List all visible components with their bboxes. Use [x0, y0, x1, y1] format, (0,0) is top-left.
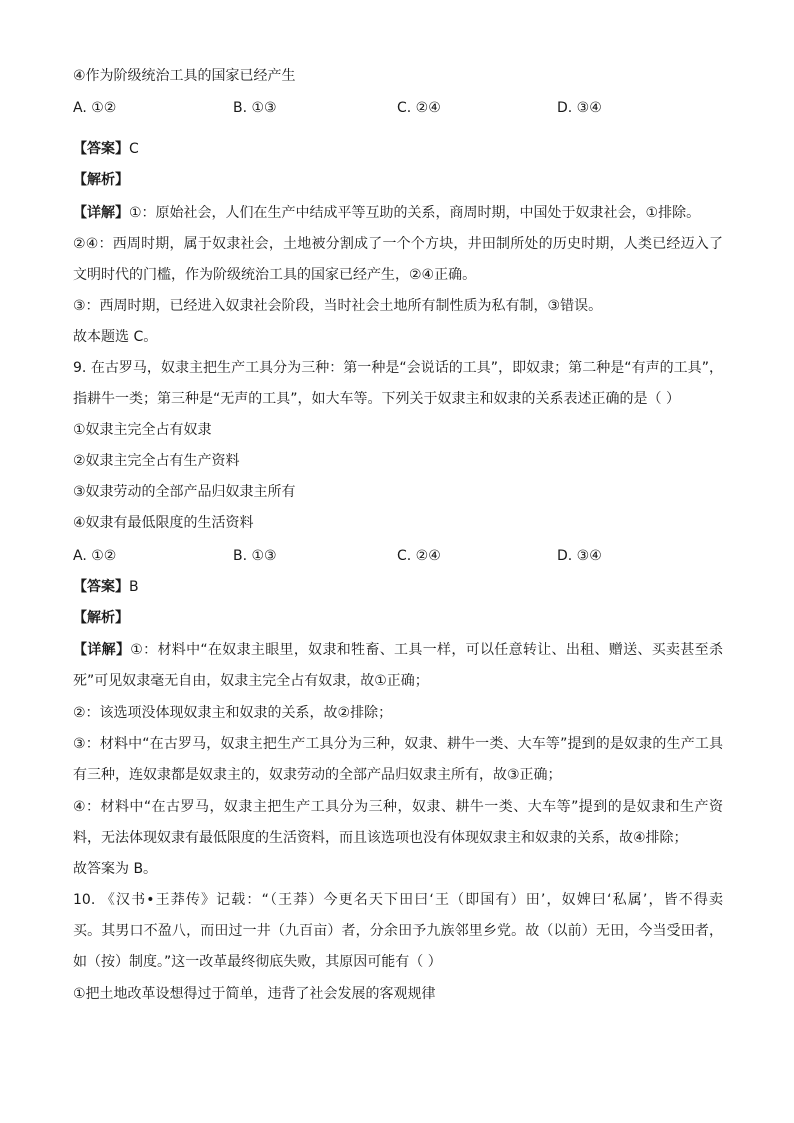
q9-option-d: D. ③④ [557, 548, 602, 564]
q8-option-b: B. ①③ [233, 100, 277, 116]
q8-conclusion: 故本题选 C。 [73, 329, 158, 345]
answer-value: B [129, 579, 139, 595]
q9-option-a: A. ①② [73, 548, 117, 564]
answer-value: C [129, 141, 139, 157]
q10-stem-line: 10. 《汉书•王莽传》记载：“（王莽）今更名天下田曰‘王（即国有）田’，奴婢曰‘私属’，皆不得卖 [73, 892, 723, 908]
q9-detail-line: ②：该选项没体现奴隶主和奴隶的关系，故②排除； [73, 705, 393, 721]
q9-option-c: C. ②④ [397, 548, 441, 564]
q9-conclusion: 故答案为 B。 [73, 861, 158, 877]
q9-item-1: ①奴隶主完全占有奴隶 [73, 422, 212, 438]
q9-stem-line: 指耕牛一类；第三种是“无声的工具”，如大车等。下列关于奴隶主和奴隶的关系表述正确的是（ ） [73, 391, 680, 407]
q9-item-2: ②奴隶主完全占有生产资料 [73, 453, 240, 469]
q8-item-4: ④作为阶级统治工具的国家已经产生 [73, 68, 296, 84]
q8-detail-line [73, 203, 723, 223]
q8-analysis-tag [73, 170, 723, 190]
q8-detail-line: ③：西周时期，已经进入奴隶社会阶段，当时社会土地所有制性质为私有制，③错误。 [73, 298, 603, 314]
q10-item-1: ①把土地改革设想得过于简单，违背了社会发展的客观规律 [73, 986, 436, 1002]
analysis-tag: 【解析】 [73, 172, 129, 188]
q9-stem-line: 9. 在古罗马，奴隶主把生产工具分为三种：第一种是“会说话的工具”，即奴隶；第二种是“有声的工具”， [73, 360, 723, 376]
q9-detail-line: 死”可见奴隶毫无自由，奴隶主完全占有奴隶，故①正确； [73, 673, 429, 689]
q9-detail-line [73, 640, 723, 660]
analysis-tag: 【解析】 [73, 610, 129, 626]
q8-answer [73, 139, 723, 159]
detail-text: ①：材料中“在奴隶主眼里，奴隶和牲畜、工具一样，可以任意转让、出租、赠送、买卖甚至杀 [130, 642, 723, 658]
q9-item-3: ③奴隶劳动的全部产品归奴隶主所有 [73, 484, 296, 500]
q9-item-4: ④奴隶有最低限度的生活资料 [73, 515, 254, 531]
q9-option-b: B. ①③ [233, 548, 277, 564]
q8-option-c: C. ②④ [397, 100, 441, 116]
q8-option-d: D. ③④ [557, 100, 602, 116]
q9-detail-line: 料，无法体现奴隶有最低限度的生活资料，而且该选项也没有体现奴隶主和奴隶的关系，故④排除； [73, 830, 688, 846]
q8-options [73, 98, 723, 118]
q9-analysis-tag [73, 608, 723, 628]
answer-tag: 【答案】 [73, 141, 129, 157]
q9-options [73, 546, 723, 566]
detail-tag: 【详解】 [73, 642, 131, 658]
q8-option-a: A. ①② [73, 100, 117, 116]
detail-text: ①：原始社会，人们在生产中结成平等互助的关系，商周时期，中国处于奴隶社会，①排除。 [129, 205, 701, 221]
q9-detail-line: ④：材料中“在古罗马，奴隶主把生产工具分为三种，奴隶、耕牛一类、大车等”提到的是奴隶和生产资 [73, 799, 723, 815]
q10-stem-line: 如（按）制度。”这一改革最终彻底失败，其原因可能有（ ） [73, 954, 442, 970]
q9-detail-line: 有三种，连奴隶都是奴隶主的，奴隶劳动的全部产品归奴隶主所有，故③正确； [73, 767, 562, 783]
q9-detail-line: ③：材料中“在古罗马，奴隶主把生产工具分为三种，奴隶、耕牛一类、大车等”提到的是奴隶的生产工具 [73, 736, 723, 752]
q8-detail-line: 文明时代的门槛，作为阶级统治工具的国家已经产生，②④正确。 [73, 267, 477, 283]
q8-detail-line: ②④：西周时期，属于奴隶社会，土地被分割成了一个个方块，井田制所处的历史时期，人类已经迈入了 [73, 236, 723, 252]
q10-stem-line: 买。其男口不盈八，而田过一井（九百亩）者，分余田予九族邻里乡党。故（以前）无田，今当受田者， [73, 923, 723, 939]
answer-tag: 【答案】 [73, 579, 129, 595]
detail-tag: 【详解】 [73, 205, 129, 221]
q9-answer [73, 577, 723, 597]
